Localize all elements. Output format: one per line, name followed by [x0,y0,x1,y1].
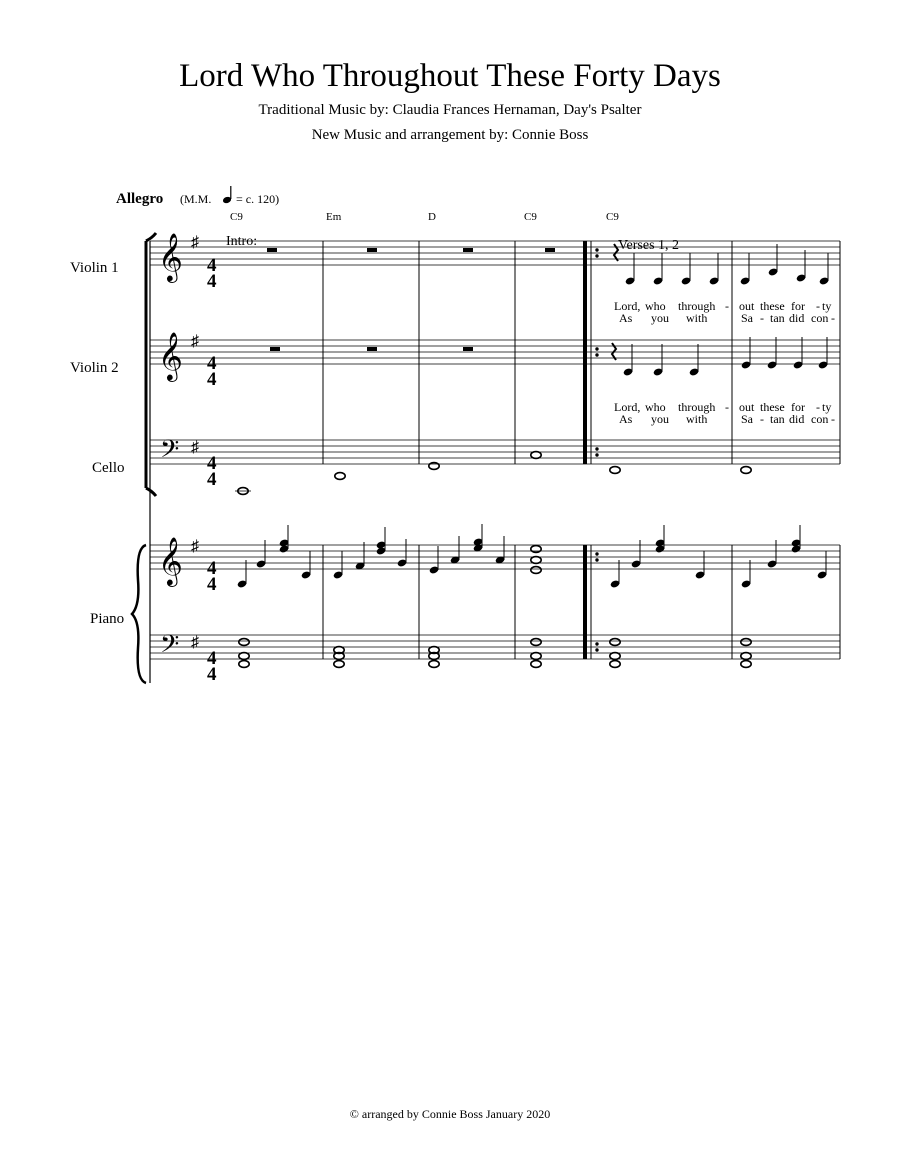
lyric-syllable: - [725,299,729,313]
treble-clef-icon: 𝄞 [158,334,183,380]
whole-note [531,557,541,564]
bass-clef-icon: 𝄢 [160,631,180,664]
repeat-dot [595,642,598,645]
whole-rest-icon [463,248,473,252]
svg-text:4: 4 [207,255,217,276]
whole-note [610,661,620,668]
lyric-syllable: Sa [741,311,753,325]
whole-note [334,661,344,668]
whole-rest-icon [367,347,377,351]
svg-text:4: 4 [207,353,217,374]
lyric-syllable: with [686,412,708,426]
whole-note [531,639,541,646]
instrument-name-piano: Piano [90,611,125,627]
lyric-syllable: - [831,412,835,426]
svg-text:4: 4 [207,558,217,579]
lyric-syllable: - [816,400,820,414]
whole-note [335,473,345,480]
whole-note [239,661,249,668]
metronome-value: = c. 120) [236,192,280,206]
whole-note [429,661,439,668]
lyric-syllable: As [619,412,633,426]
chord-symbol: C9 [524,211,537,223]
intro-label: Intro: [226,234,258,249]
lyric-syllable: - [760,311,764,325]
repeat-dot [595,353,598,356]
repeat-dot [595,347,598,350]
sharp-icon: ♯ [191,234,199,251]
chord-symbol: Em [326,211,342,223]
bass-clef-icon: 𝄢 [160,436,180,469]
repeat-dot [595,558,598,561]
time-signature [207,558,217,595]
lyric-syllable: out [739,400,755,414]
whole-note [741,467,751,474]
lyric-syllable: who [645,299,666,313]
tempo-marking: Allegro [116,191,164,207]
svg-text:4: 4 [207,369,217,390]
instrument-name-violin1: Violin 1 [70,260,119,276]
instrument-name-violin2: Violin 2 [70,360,119,376]
whole-rest-icon [267,248,277,252]
lyric-syllable: through [678,299,716,313]
lyric-syllable: these [760,400,785,414]
lyric-syllable: Lord, [614,299,641,313]
time-signature [207,648,217,685]
time-signature [207,453,217,490]
whole-note [239,639,249,646]
svg-text:4: 4 [207,469,217,490]
svg-text:4: 4 [207,271,217,292]
whole-note [239,653,249,660]
lyric-syllable: through [678,400,716,414]
repeat-dot [595,648,598,651]
instrument-name-cello: Cello [92,460,125,476]
whole-rest-icon [367,248,377,252]
whole-note [531,661,541,668]
lyric-syllable: Sa [741,412,753,426]
whole-note [531,567,541,574]
lyric-syllable: did [789,311,805,325]
lyric-syllable: for [791,299,805,313]
repeat-dot [595,453,598,456]
lyric-syllable: con [811,311,829,325]
lyric-syllable: - [760,412,764,426]
whole-rest-icon [545,248,555,252]
repeat-dot [595,248,598,251]
treble-clef-icon: 𝄞 [158,235,183,281]
repeat-dot [595,552,598,555]
sharp-icon: ♯ [191,439,199,456]
whole-note [610,639,620,646]
staff [150,635,840,659]
whole-note [741,653,751,660]
lyric-syllable: ty [822,400,832,414]
lyric-syllable: you [651,311,669,325]
svg-text:4: 4 [207,574,217,595]
lyric-syllable: did [789,412,805,426]
verses-label: Verses 1, 2 [618,238,680,253]
whole-rest-icon [270,347,280,351]
metronome-prefix: (M.M. [180,192,212,206]
lyric-syllable: with [686,311,708,325]
staff [150,340,840,364]
lyric-syllable: you [651,412,669,426]
whole-rest-icon [463,347,473,351]
time-signature [207,255,217,292]
chord-symbol: D [428,211,436,223]
lyric-syllable: who [645,400,666,414]
chord-symbol: C9 [230,211,243,223]
whole-note [531,653,541,660]
repeat-barline-thick [583,241,587,464]
lyric-syllable: - [816,299,820,313]
chord-symbol: C9 [606,211,619,223]
staff [150,440,840,464]
lyric-syllable: Lord, [614,400,641,414]
lyric-syllable: con [811,412,829,426]
repeat-barline-thick [583,545,587,659]
repeat-dot [595,447,598,450]
lyric-syllable: As [619,311,633,325]
lyric-syllable: tan [770,412,785,426]
svg-text:4: 4 [207,453,217,474]
svg-text:4: 4 [207,664,217,685]
whole-note [531,452,541,459]
whole-note [741,661,751,668]
repeat-dot [595,254,598,257]
quarter-rest-icon [612,343,616,360]
time-signature [207,353,217,390]
bracket [146,233,156,496]
whole-note [741,639,751,646]
lyric-syllable: out [739,299,755,313]
lyric-syllable: these [760,299,785,313]
sharp-icon: ♯ [191,634,199,651]
lyric-syllable: for [791,400,805,414]
lyric-syllable: - [831,311,835,325]
brace [132,545,146,683]
staff [150,545,840,569]
score-title: Lord Who Throughout These Forty Days [179,58,721,94]
sharp-icon: ♯ [191,538,199,555]
copyright-footer: © arranged by Connie Boss January 2020 [349,1107,551,1121]
whole-note [610,653,620,660]
credit-new: New Music and arrangement by: Connie Boss [311,127,589,143]
svg-text:4: 4 [207,648,217,669]
lyric-syllable: - [725,400,729,414]
treble-clef-icon: 𝄞 [158,539,183,585]
whole-note [610,467,620,474]
sharp-icon: ♯ [191,333,199,350]
lyric-syllable: tan [770,311,785,325]
lyric-syllable: ty [822,299,832,313]
quarter-note-icon [222,186,232,204]
credit-traditional: Traditional Music by: Claudia Frances Hernaman, Day's Psalter [258,102,642,118]
